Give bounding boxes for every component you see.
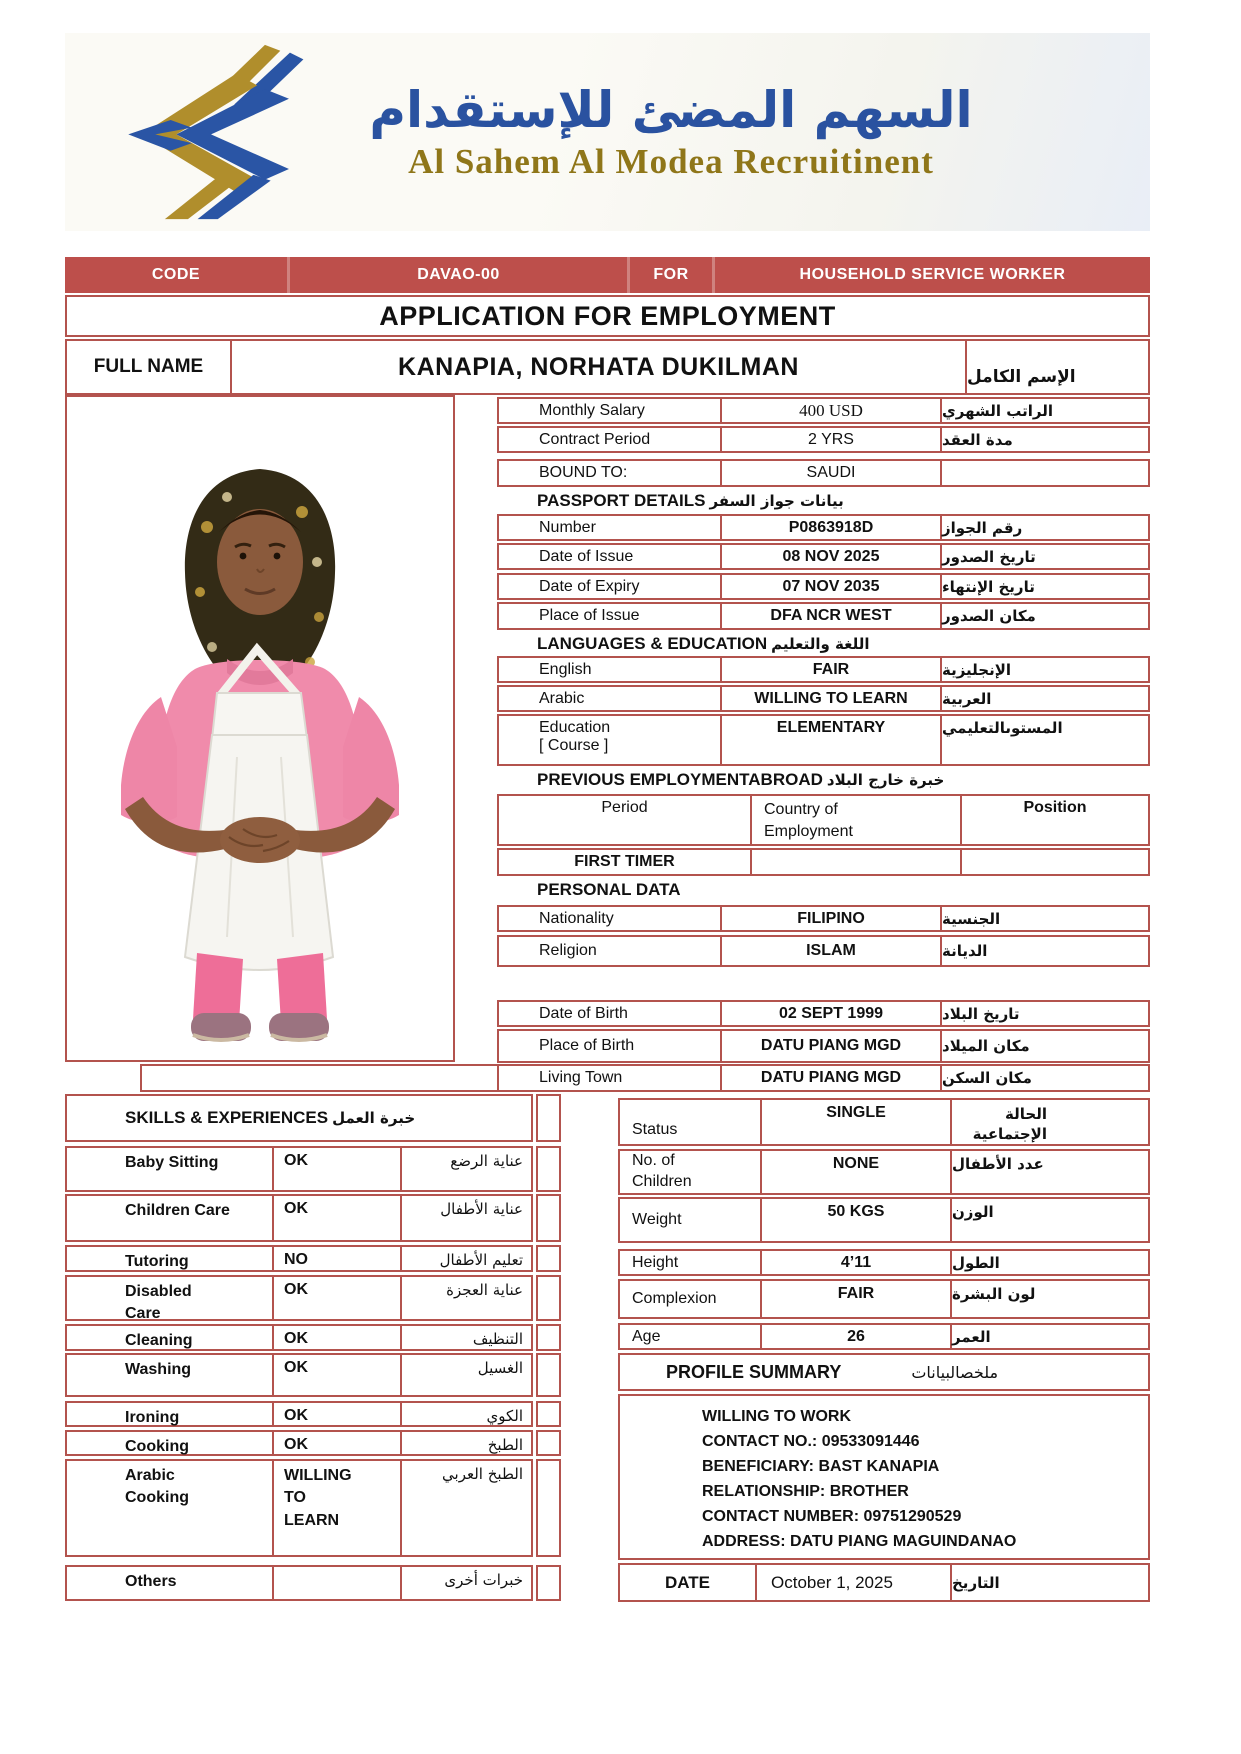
religion-label: Religion bbox=[499, 937, 722, 965]
code-band bbox=[65, 257, 1150, 293]
monthly-salary-value: 400 USD bbox=[722, 399, 942, 422]
age-value: 26 bbox=[762, 1325, 952, 1348]
date-label-arabic: التاريخ bbox=[952, 1573, 1000, 1592]
skills-heading-text: SKILLS & EXPERIENCES bbox=[125, 1108, 329, 1127]
bound-to-label: BOUND TO: bbox=[499, 461, 722, 485]
place-of-issue-label: Place of Issue bbox=[499, 604, 722, 628]
age-label-arabic: العمر bbox=[952, 1327, 991, 1346]
height-label: Height bbox=[620, 1251, 762, 1274]
english-label: English bbox=[499, 658, 722, 681]
date-of-expiry-row bbox=[497, 573, 1150, 600]
date-of-issue-value: 08 NOV 2025 bbox=[722, 545, 942, 568]
skills-heading-arabic: خبرة العمل bbox=[332, 1109, 416, 1127]
education-label-line2: [ Course ] bbox=[539, 737, 609, 754]
personal-data-section-heading bbox=[497, 878, 1150, 902]
education-value: ELEMENTARY bbox=[722, 716, 942, 764]
place-of-birth-value: DATU PIANG MGD bbox=[722, 1031, 942, 1061]
contract-period-value: 2 YRS bbox=[722, 428, 942, 451]
profile-line: CONTACT NO.: 09533091446 bbox=[702, 1433, 920, 1450]
passport-number-label: Number bbox=[499, 516, 722, 539]
weight-label: Weight bbox=[620, 1199, 762, 1241]
first-timer-position-empty bbox=[962, 850, 1148, 874]
english-label-arabic: الإنجليزية bbox=[942, 660, 1012, 679]
place-of-birth-label: Place of Birth bbox=[499, 1031, 722, 1061]
passport-number-value: P0863918D bbox=[722, 516, 942, 539]
date-of-birth-value: 02 SEPT 1999 bbox=[722, 1002, 942, 1025]
religion-value: ISLAM bbox=[722, 937, 942, 965]
weight-label-arabic: الوزن bbox=[952, 1203, 994, 1221]
arabic-value: WILLING TO LEARN bbox=[722, 687, 942, 710]
passport-heading-text: PASSPORT DETAILS bbox=[537, 491, 706, 510]
education-row bbox=[497, 714, 1150, 766]
religion-label-arabic: الديانة bbox=[942, 942, 988, 960]
complexion-value: FAIR bbox=[762, 1281, 952, 1317]
agency-logo-header bbox=[65, 33, 1150, 231]
languages-section-heading bbox=[497, 632, 1150, 656]
skills-heading-spacer bbox=[536, 1094, 561, 1142]
living-town-row bbox=[140, 1064, 1150, 1092]
skill-row-cooking: Cooking OK الطبخ bbox=[65, 1430, 561, 1456]
prev-employment-heading-arabic: خبرة خارج البلاد bbox=[826, 771, 945, 789]
arabic-label: Arabic bbox=[499, 687, 722, 710]
complexion-row bbox=[618, 1279, 1150, 1319]
first-timer-country-empty bbox=[752, 850, 962, 874]
children-count-label: No. of Children bbox=[620, 1151, 762, 1193]
agency-name-english: Al Sahem Al Modea Recruitinent bbox=[408, 141, 934, 181]
children-count-label-arabic: عدد الأطفال bbox=[952, 1155, 1044, 1173]
status-label-arabic: الحالة الإجتماعية bbox=[972, 1105, 1047, 1144]
height-label-arabic: الطول bbox=[952, 1253, 1000, 1272]
profile-line: ADDRESS: DATU PIANG MAGUINDANAO bbox=[702, 1533, 1017, 1550]
profile-line: RELATIONSHIP: BROTHER bbox=[702, 1483, 909, 1500]
date-of-issue-label-arabic: تاريخ الصدور bbox=[942, 547, 1036, 566]
height-value: 4’11 bbox=[762, 1251, 952, 1274]
religion-row bbox=[497, 935, 1150, 967]
complexion-label: Complexion bbox=[620, 1281, 762, 1317]
weight-value: 50 KGS bbox=[762, 1199, 952, 1241]
profile-line: BENEFICIARY: BAST KANAPIA bbox=[702, 1458, 940, 1475]
skill-row-baby-sitting: Baby Sitting OK عناية الرضع bbox=[65, 1146, 561, 1192]
skills-section-heading bbox=[65, 1094, 533, 1142]
code-value: DAVAO-00 bbox=[287, 257, 627, 293]
children-count-value: NONE bbox=[762, 1151, 952, 1193]
profile-summary-heading bbox=[618, 1353, 1150, 1391]
living-town-label: Living Town bbox=[499, 1066, 722, 1090]
contract-period-label: Contract Period bbox=[499, 428, 722, 451]
prev-employment-section-heading bbox=[497, 768, 1150, 792]
languages-heading-arabic: اللغة والتعليم bbox=[771, 635, 870, 653]
date-label: DATE bbox=[620, 1565, 757, 1600]
place-of-issue-label-arabic: مكان الصدور bbox=[942, 607, 1036, 625]
arabic-label-arabic: العربية bbox=[942, 689, 992, 708]
employment-header-row bbox=[497, 794, 1150, 846]
full-name-row bbox=[65, 339, 1150, 395]
full-name-label-arabic: الإسم الكامل bbox=[967, 367, 1076, 387]
skill-row-washing: Washing OK الغسيل bbox=[65, 1353, 561, 1397]
passport-heading-arabic: بيانات جواز السفر bbox=[709, 492, 844, 510]
place-of-issue-value: DFA NCR WEST bbox=[722, 604, 942, 628]
position-value: HOUSEHOLD SERVICE WORKER bbox=[712, 257, 1150, 293]
bound-to-value: SAUDI bbox=[722, 461, 942, 485]
nationality-value: FILIPINO bbox=[722, 907, 942, 930]
monthly-salary-row bbox=[497, 397, 1150, 424]
date-of-issue-row bbox=[497, 543, 1150, 570]
living-town-label-arabic: مكان السكن bbox=[942, 1069, 1032, 1087]
full-name-label: FULL NAME bbox=[67, 341, 232, 393]
date-of-issue-label: Date of Issue bbox=[499, 545, 722, 568]
languages-heading-text: LANGUAGES & EDUCATION bbox=[537, 634, 768, 653]
place-of-birth-label-arabic: مكان الميلاد bbox=[942, 1037, 1030, 1055]
skill-row-tutoring: Tutoring NO تعليم الأطفال bbox=[65, 1245, 561, 1272]
date-of-expiry-value: 07 NOV 2035 bbox=[722, 575, 942, 598]
profile-line: CONTACT NUMBER: 09751290529 bbox=[702, 1508, 962, 1525]
age-row bbox=[618, 1323, 1150, 1350]
bound-to-row bbox=[497, 459, 1150, 487]
skill-row-disabled-care: Disabled Care OK عناية العجزة bbox=[65, 1275, 561, 1321]
english-row bbox=[497, 656, 1150, 683]
status-value: SINGLE bbox=[762, 1100, 952, 1144]
english-value: FAIR bbox=[722, 658, 942, 681]
education-label-line1: Education bbox=[539, 719, 611, 736]
contract-period-row bbox=[497, 426, 1150, 453]
nationality-row bbox=[497, 905, 1150, 932]
children-count-row bbox=[618, 1149, 1150, 1195]
employment-col-position: Position bbox=[1023, 799, 1087, 816]
agency-name-arabic: السهم المضئ للإستقدام bbox=[369, 80, 973, 139]
skill-row-ironing: Ironing OK الكوي bbox=[65, 1401, 561, 1427]
date-of-expiry-label-arabic: تاريخ الإنتهاء bbox=[942, 577, 1035, 596]
agency-name-block bbox=[342, 80, 1150, 182]
contract-period-label-arabic: مدة العقد bbox=[942, 430, 1013, 449]
employment-col-country: Country of Employment bbox=[752, 796, 962, 844]
prev-employment-heading-text: PREVIOUS EMPLOYMENTABROAD bbox=[537, 770, 823, 789]
monthly-salary-label: Monthly Salary bbox=[499, 399, 722, 422]
profile-line: WILLING TO WORK bbox=[702, 1408, 852, 1425]
living-town-value: DATU PIANG MGD bbox=[722, 1066, 942, 1090]
status-row bbox=[618, 1098, 1150, 1146]
full-name-value: KANAPIA, NORHATA DUKILMAN bbox=[232, 341, 967, 393]
living-town-spacer bbox=[142, 1066, 499, 1090]
date-row bbox=[618, 1563, 1150, 1602]
place-of-birth-row bbox=[497, 1029, 1150, 1063]
passport-section-heading bbox=[497, 489, 1150, 513]
status-label: Status bbox=[620, 1100, 762, 1144]
date-of-birth-label: Date of Birth bbox=[499, 1002, 722, 1025]
for-label: FOR bbox=[627, 257, 712, 293]
arabic-row bbox=[497, 685, 1150, 712]
age-label: Age bbox=[620, 1325, 762, 1348]
place-of-issue-row bbox=[497, 602, 1150, 630]
education-label bbox=[499, 716, 722, 764]
first-timer-value: FIRST TIMER bbox=[499, 850, 752, 874]
profile-summary-heading-arabic: ملخصالبيانات bbox=[911, 1362, 999, 1382]
nationality-label: Nationality bbox=[499, 907, 722, 930]
skill-row-arabic-cooking: Arabic Cooking WILLING TO LEARN الطبخ العربي bbox=[65, 1459, 561, 1557]
skill-row-others: Others خبرات أخرى bbox=[65, 1565, 561, 1601]
personal-data-heading-text: PERSONAL DATA bbox=[537, 880, 681, 899]
applicant-photo-figure bbox=[67, 397, 453, 1060]
applicant-photo bbox=[65, 395, 455, 1062]
date-of-birth-label-arabic: تاريخ البلاد bbox=[942, 1004, 1020, 1023]
passport-number-label-arabic: رقم الجواز bbox=[942, 518, 1023, 537]
skill-row-cleaning: Cleaning OK التنظيف bbox=[65, 1324, 561, 1351]
weight-row bbox=[618, 1197, 1150, 1243]
profile-summary-content bbox=[618, 1394, 1150, 1560]
date-value: October 1, 2025 bbox=[757, 1565, 952, 1600]
logo-arrow-icon bbox=[107, 43, 342, 221]
profile-summary-heading-text: PROFILE SUMMARY bbox=[666, 1361, 842, 1382]
monthly-salary-label-arabic: الراتب الشهري bbox=[942, 401, 1053, 420]
code-label: CODE bbox=[151, 266, 201, 283]
skill-row-children-care: Children Care OK عناية الأطفال bbox=[65, 1194, 561, 1242]
first-timer-row bbox=[497, 848, 1150, 876]
nationality-label-arabic: الجنسية bbox=[942, 909, 1001, 928]
form-title: APPLICATION FOR EMPLOYMENT bbox=[65, 295, 1150, 337]
height-row bbox=[618, 1249, 1150, 1276]
bound-to-label-arabic bbox=[942, 461, 1148, 485]
complexion-label-arabic: لون البشرة bbox=[952, 1285, 1036, 1303]
passport-number-row bbox=[497, 514, 1150, 541]
date-of-expiry-label: Date of Expiry bbox=[499, 575, 722, 598]
date-of-birth-row bbox=[497, 1000, 1150, 1027]
employment-col-period: Period bbox=[499, 796, 752, 844]
education-label-arabic: المستوىالتعليمي bbox=[942, 719, 1063, 737]
